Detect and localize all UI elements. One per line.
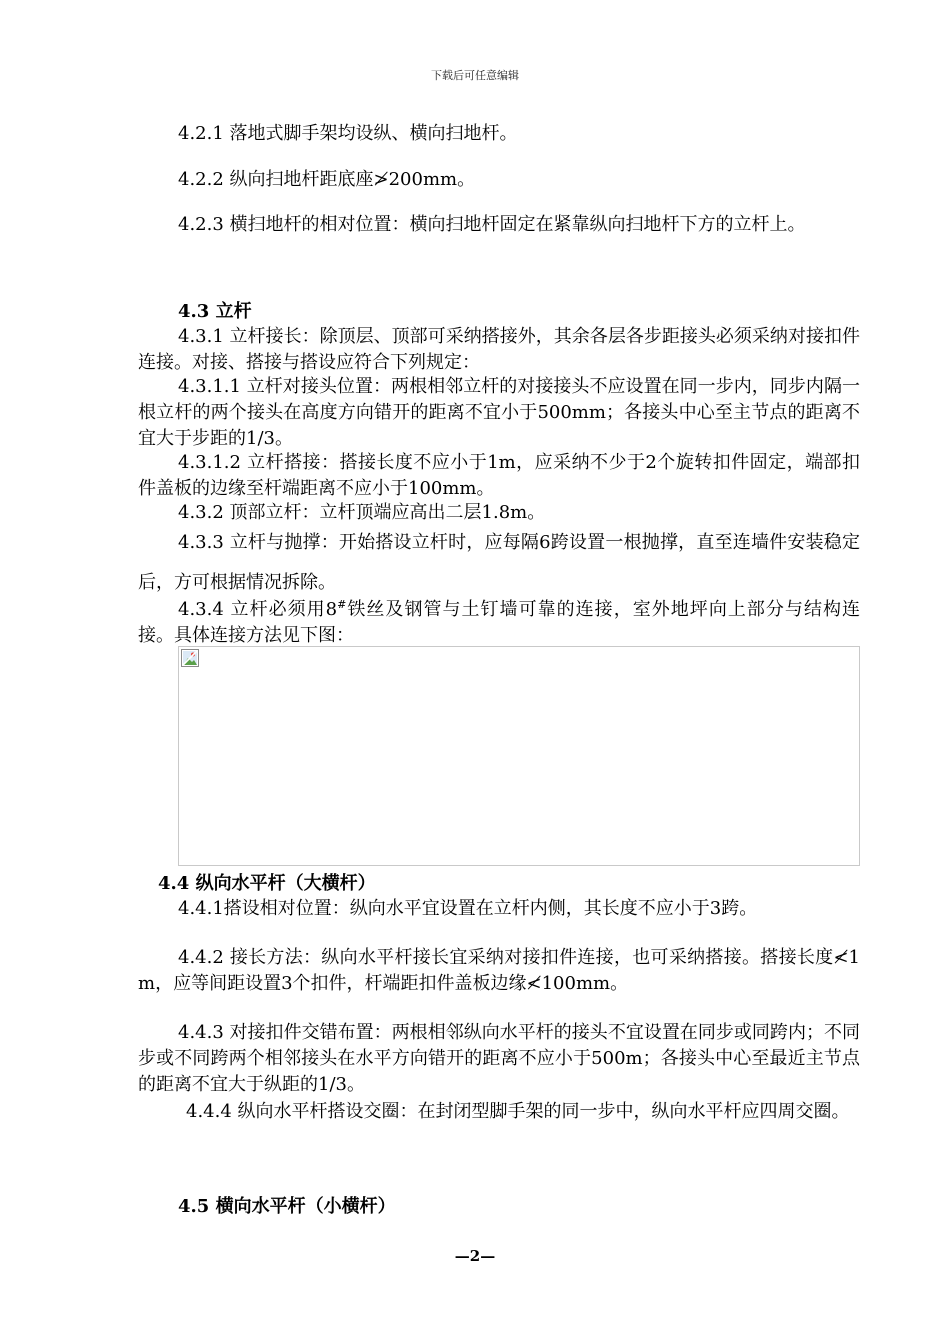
paragraph-4-3-1-1: 4.3.1.1 立杆对接头位置：两根相邻立杆的对接接头不应设置在同一步内，同步内隔一根立杆的两个接头在高度方向错开的距离不宜小于500mm；各接头中心至主节点的距离不宜大于步距的1/3。 <box>138 376 860 449</box>
paragraph-4-2-3: 4.2.3 横扫地杆的相对位置：横向扫地杆固定在紧靠纵向扫地杆下方的立杆上。 <box>178 214 806 235</box>
paragraph-4-2-1: 4.2.1 落地式脚手架均设纵、横向扫地杆。 <box>178 123 518 144</box>
section-heading-4-4: 4.4 纵向水平杆（大横杆） <box>158 873 376 894</box>
paragraph-4-2-2: 4.2.2 纵向扫地杆距底座≯200mm。 <box>178 169 476 190</box>
paragraph-4-3-4-part-b: 铁丝及钢管与土钉墙可靠的连接，室外地坪向上部分与结构连接。具体连接方法见下图： <box>138 599 860 646</box>
paragraph-4-3-4-superscript: # <box>337 598 347 611</box>
paragraph-4-3-4-part-a: 4.3.4 立杆必须用8 <box>178 599 338 620</box>
figure-image-placeholder <box>178 646 860 866</box>
section-heading-4-3: 4.3 立杆 <box>178 301 252 322</box>
paragraph-4-3-1: 4.3.1 立杆接长：除顶层、顶部可采纳搭接外，其余各层各步距接头必须采纳对接扣件连接。对接、搭接与搭设应符合下列规定： <box>138 326 860 373</box>
paragraph-4-3-2: 4.3.2 顶部立杆：立杆顶端应高出二层1.8m。 <box>178 502 546 523</box>
paragraph-4-4-1: 4.4.1搭设相对位置：纵向水平宜设置在立杆内侧，其长度不应小于3跨。 <box>178 898 758 919</box>
broken-image-icon <box>181 649 199 667</box>
page-number: —2— <box>454 1247 496 1265</box>
header-note: 下载后可任意编辑 <box>431 69 519 82</box>
paragraph-4-4-4: 4.4.4 纵向水平杆搭设交圈：在封闭型脚手架的同一步中，纵向水平杆应四周交圈。 <box>186 1101 850 1122</box>
paragraph-4-3-3: 4.3.3 立杆与抛撑：开始搭设立杆时，应每隔6跨设置一根抛撑，直至连墙件安装稳定后，方可根据情况拆除。 <box>138 532 860 593</box>
paragraph-4-3-1-2: 4.3.1.2 立杆搭接：搭接长度不应小于1m，应采纳不少于2个旋转扣件固定，端部扣件盖板的边缘至杆端距离不应小于100mm。 <box>138 452 860 499</box>
paragraph-4-4-3: 4.4.3 对接扣件交错布置：两根相邻纵向水平杆的接头不宜设置在同步或同跨内；不同步或不同跨两个相邻接头在水平方向错开的距离不应小于500m；各接头中心至最近主节点的距离不宜大于纵距的1/3。 <box>138 1022 860 1095</box>
paragraph-4-4-2: 4.4.2 接长方法：纵向水平杆接长宜采纳对接扣件连接，也可采纳搭接。搭接长度≮1m，应等间距设置3个扣件，杆端距扣件盖板边缘≮100mm。 <box>138 947 860 994</box>
section-heading-4-5: 4.5 横向水平杆（小横杆） <box>178 1196 396 1217</box>
paragraph-4-3-4 <box>138 597 860 649</box>
